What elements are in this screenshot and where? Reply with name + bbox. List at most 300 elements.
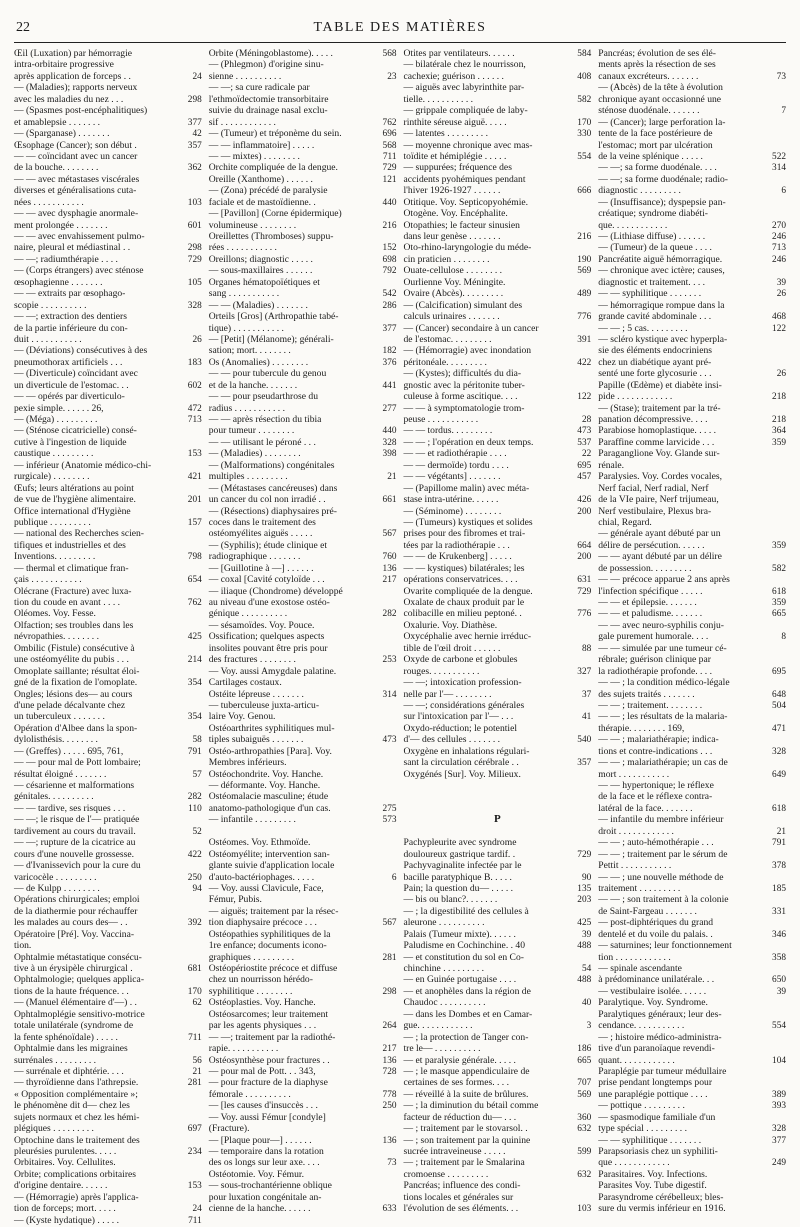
entry-page: 681 <box>187 964 202 974</box>
index-entry <box>14 689 202 700</box>
entry-page: 711 <box>382 151 397 162</box>
entry-page: 190 <box>577 254 592 265</box>
entry-text: — (Cancer); large perforation la- <box>598 116 726 128</box>
entry-page: 697 <box>187 1124 202 1135</box>
index-entry <box>404 506 592 517</box>
entry-text: — (Greffes) . . . . . 695, 761, <box>14 745 124 757</box>
entry-text: Papille (Œdème) et diabète insi- <box>598 379 722 391</box>
entry-text: — Voy. aussi Fémur [condyle] <box>208 1111 326 1123</box>
entry-text: et amablepsie . . . . . . . <box>14 116 101 128</box>
index-entry <box>209 185 397 196</box>
index-entry <box>404 929 592 940</box>
entry-text: — [Pavillon] (Corne épidermique) <box>208 208 342 220</box>
entry-text: Ostéopériostite précoce et diffuse <box>208 963 338 974</box>
entry-text: Chaudoc . . . . . . . . . . <box>403 997 486 1009</box>
entry-page: 633 <box>382 1204 397 1215</box>
index-entry <box>598 769 786 780</box>
index-entry <box>598 837 786 848</box>
entry-text: — bis ou blanc?. . . . . . . <box>403 894 498 906</box>
entry-text: Otogène. Voy. Encéphalite. <box>403 208 508 220</box>
index-entry <box>14 734 202 745</box>
entry-page: 28 <box>581 415 592 425</box>
index-entry <box>598 574 786 585</box>
index-entry <box>209 677 397 688</box>
entry-text: Ostéosarcomes; leur traitement <box>208 1008 329 1020</box>
index-entry <box>209 82 397 93</box>
entry-text: — (Tumeur) et tréponème du sein. <box>208 128 342 140</box>
entry-page: 275 <box>382 803 397 814</box>
index-entry <box>209 1146 397 1157</box>
entry-text: Oreillettes (Thromboses) suppu- <box>208 231 334 242</box>
index-entry <box>404 643 592 654</box>
index-entry <box>598 597 786 608</box>
index-column-2 <box>208 48 397 1215</box>
entry-page: 40 <box>581 998 592 1009</box>
entry-page: 328 <box>187 300 202 311</box>
entry-text: totale unilatérale (syndrome de <box>14 1020 134 1032</box>
entry-text: chinchine . . . . . . . . . <box>403 963 484 974</box>
entry-text: ments après la résection de ses <box>598 59 716 71</box>
index-entry <box>209 162 397 173</box>
entry-text: cromoense . . . . . . . . . <box>403 1168 489 1180</box>
entry-text: pour luxation congénitale an- <box>208 1191 322 1203</box>
entry-text: — (Kyste hydatique) . . . . . <box>14 1214 119 1226</box>
index-entry <box>14 345 202 356</box>
index-entry <box>14 586 202 597</box>
entry-text: opérations conservatrices. . . . <box>403 574 518 586</box>
index-entry <box>14 643 202 654</box>
entry-page: 354 <box>187 712 202 723</box>
page-number: 22 <box>16 20 30 35</box>
entry-text: Orbitaires. Voy. Cellulites. <box>14 1157 116 1169</box>
entry-text: — ; son traitement par la quinine <box>403 1134 531 1146</box>
index-entry <box>598 860 786 871</box>
entry-text: — (Hémorragie) avec inondation <box>403 345 532 357</box>
index-entry <box>209 117 397 128</box>
index-entry <box>14 666 202 677</box>
index-entry <box>14 117 202 128</box>
entry-text: — de Kulpp . . . . . . . . <box>14 882 100 894</box>
index-entry <box>598 174 786 185</box>
entry-text: laire Voy. Genou. <box>208 711 276 723</box>
index-entry <box>598 425 786 436</box>
entry-text: tre le— . . . . . . . . . . <box>403 1043 481 1055</box>
index-entry <box>404 1020 592 1031</box>
index-entry <box>404 151 592 162</box>
entry-text: Parasites Voy. Tube digestif. <box>598 1180 707 1192</box>
entry-text: — — ; l'opération en deux temps. <box>403 436 534 448</box>
entry-page: 152 <box>382 243 397 254</box>
entry-text: — —; le risque de l'— pratiquée <box>14 814 140 826</box>
entry-text: Paralysies. Voy. Cordes vocales, <box>598 471 722 483</box>
entry-text: — dans les Dombes et en Camar- <box>403 1008 533 1020</box>
index-entry <box>209 894 397 905</box>
entry-text: — —; rupture de la cicatrice au <box>14 837 136 849</box>
entry-page: 136 <box>382 563 397 574</box>
index-entry <box>209 551 397 562</box>
entry-page: 567 <box>382 529 397 540</box>
index-entry <box>598 643 786 654</box>
entry-page: 762 <box>187 598 202 608</box>
index-entry <box>209 517 397 528</box>
index-entry <box>209 334 397 345</box>
index-entry <box>14 780 202 791</box>
entry-text: résultat éloigné . . . . . . . <box>14 768 107 780</box>
index-entry <box>209 1203 397 1214</box>
entry-text: multiples . . . . . . . . . <box>208 471 288 483</box>
index-entry <box>404 197 592 208</box>
index-entry <box>14 220 202 231</box>
entry-text: Ostéite lépreuse . . . . . . . <box>208 688 304 700</box>
entry-page: 457 <box>577 472 592 483</box>
index-entry <box>14 140 202 151</box>
entry-text: — (Insuffisance); dyspepsie pan- <box>598 196 726 208</box>
entry-text: cours d'une nouvelle grossesse. <box>14 848 135 860</box>
header-rule <box>14 42 786 43</box>
entry-page: 346 <box>772 929 786 940</box>
index-entry <box>209 208 397 219</box>
index-entry <box>598 952 786 963</box>
index-entry <box>404 974 592 985</box>
index-entry <box>404 631 592 642</box>
index-entry <box>14 974 202 985</box>
index-entry <box>14 574 202 585</box>
entry-text: pide . . . . . . . . . . . . <box>598 391 673 403</box>
entry-text: Ostéotomie. Voy. Fémur. <box>208 1168 304 1180</box>
index-entry <box>598 1203 786 1214</box>
entry-text: Paraplégie par tumeur médullaire <box>598 1065 727 1077</box>
entry-text: — — avec dysphagie anormale- <box>14 208 139 220</box>
entry-page: 270 <box>772 220 786 231</box>
entry-text: — — avec neuro-syphilis conju- <box>598 619 725 631</box>
section-letter <box>404 814 592 825</box>
entry-page: 136 <box>382 1135 397 1146</box>
entry-page: 21 <box>387 472 397 483</box>
entry-page: 39 <box>776 986 786 997</box>
entry-page: 153 <box>187 449 202 460</box>
entry-text: Pancréatite aiguë hémorragique. <box>598 253 723 265</box>
entry-text: naire, pleural et médiastinal . . <box>14 242 131 254</box>
index-entry <box>404 220 592 231</box>
index-entry <box>209 940 397 951</box>
index-entry <box>209 345 397 356</box>
entry-page: 393 <box>772 1101 786 1112</box>
index-entry <box>404 826 592 837</box>
index-entry <box>209 586 397 597</box>
index-entry <box>14 265 202 276</box>
entry-page: 440 <box>382 197 397 208</box>
index-entry <box>14 711 202 722</box>
entry-text: — (Papillome malin) avec méta- <box>403 482 530 494</box>
entry-text: — aiguës avec labyrinthite par- <box>403 82 525 94</box>
entry-text: tiples subaiguës . . . . . . . <box>208 734 304 746</box>
entry-text: Ophtalmoplégie sensitivo-motrice <box>14 1008 145 1020</box>
entry-text: — — de Krukenberg] . . . . . <box>403 551 512 563</box>
entry-page: 103 <box>577 1204 592 1215</box>
index-entry <box>404 334 592 345</box>
index-entry <box>209 769 397 780</box>
entry-text: — ; la digestibilité des cellules à <box>403 905 529 917</box>
index-entry <box>209 288 397 299</box>
entry-text: rénale. <box>598 459 625 471</box>
index-entry <box>404 677 592 688</box>
index-entry <box>209 220 397 231</box>
index-entry <box>404 1192 592 1203</box>
entry-text: Organes hématopoïétiques et <box>208 276 320 288</box>
entry-page: 473 <box>577 426 592 437</box>
entry-text: d'— des cellules . . . . . . . <box>403 734 501 746</box>
index-entry <box>598 71 786 82</box>
index-entry <box>598 128 786 139</box>
index-entry <box>14 151 202 162</box>
entry-page: 217 <box>382 1044 397 1055</box>
index-entry <box>14 1112 202 1123</box>
index-entry <box>404 494 592 505</box>
entry-text: — Voy. aussi Amygdale palatine. <box>208 665 337 677</box>
index-entry <box>404 769 592 780</box>
index-entry <box>404 860 592 871</box>
entry-text: Ostéo-arthropathies [Para]. Voy. <box>208 745 332 757</box>
entry-text: — — ; une nouvelle méthode de <box>598 871 724 883</box>
entry-text: chez un nourrisson hérédo- <box>208 974 313 986</box>
entry-page: 489 <box>577 289 592 300</box>
entry-text: gné de la fixation de l'omoplate. <box>14 677 138 689</box>
entry-page: 185 <box>772 883 786 894</box>
index-entry <box>404 471 592 482</box>
entry-page: 778 <box>382 1089 397 1100</box>
entry-page: 488 <box>577 941 592 952</box>
entry-page: 105 <box>187 277 202 288</box>
entry-page: 170 <box>187 986 202 997</box>
entry-page: 425 <box>187 632 202 643</box>
entry-text: — infantile du membre inférieur <box>598 814 724 826</box>
index-entry <box>598 1112 786 1123</box>
entry-text: — — avec envahissement pulmo- <box>14 231 145 242</box>
entry-page: 58 <box>192 735 202 746</box>
entry-text: — — après résection du tibia <box>208 414 322 425</box>
index-entry <box>404 986 592 997</box>
entry-text: cachexie; guérison . . . . . . <box>403 70 504 82</box>
index-entry <box>14 1215 202 1226</box>
index-entry <box>598 734 786 745</box>
entry-text: Orbite; complications orbitaires <box>14 1168 137 1180</box>
entry-page: 314 <box>772 163 786 174</box>
entry-text: Ophtalmologie; quelques applica- <box>14 974 145 986</box>
entry-page: 567 <box>382 918 397 929</box>
index-entry <box>14 997 202 1008</box>
index-entry <box>598 368 786 379</box>
page-header <box>14 20 786 40</box>
index-entry <box>598 929 786 940</box>
entry-text: — déformante. Voy. Hanche. <box>208 780 321 791</box>
entry-text: — — ; malariathérapie; indica- <box>598 734 719 746</box>
entry-text: Oxyde de carbone et globules <box>403 654 518 666</box>
index-entry <box>209 540 397 551</box>
entry-page: 214 <box>187 655 202 666</box>
entry-text: cendance. . . . . . . . . . . <box>598 1020 685 1032</box>
index-entry <box>14 872 202 883</box>
entry-text: cutive à l'ingestion de liquide <box>14 436 127 448</box>
index-entry <box>404 551 592 562</box>
index-entry <box>598 94 786 105</box>
index-entry <box>404 757 592 768</box>
entry-text: — hémorragique rompue dans la <box>598 299 725 311</box>
index-entry <box>598 689 786 700</box>
entry-page: 264 <box>382 1021 397 1032</box>
index-entry <box>209 105 397 116</box>
index-entry <box>598 528 786 539</box>
entry-text: — ; le masque appendiculaire de <box>403 1065 530 1077</box>
index-entry <box>404 723 592 734</box>
entry-text: sucrée intraveineuse . . . . . <box>403 1146 506 1157</box>
entry-page: 37 <box>581 689 592 700</box>
index-entry <box>598 483 786 494</box>
index-entry <box>14 917 202 928</box>
entry-text: — (Séminome) . . . . . . . . <box>403 505 502 517</box>
entry-text: Paralytique. Voy. Syndrome. <box>598 997 708 1009</box>
index-entry <box>14 1043 202 1054</box>
entry-text: Opératoire [Pré]. Voy. Vaccina- <box>14 928 135 940</box>
entry-text: bacille paratyphique B. . . . . <box>403 871 512 883</box>
entry-page: 542 <box>382 289 397 300</box>
entry-text: gnostic avec la péritonite tuber- <box>403 379 525 391</box>
entry-text: Ophtalmie dans les migraines <box>14 1043 128 1055</box>
entry-text: — — précoce apparue 2 ans après <box>598 574 730 586</box>
entry-page: 282 <box>187 792 202 803</box>
entry-text: diverses et généralisations cuta- <box>14 185 137 197</box>
entry-text: — — ayant débuté par un délire <box>598 551 722 563</box>
entry-text: des fractures . . . . . . . . <box>208 654 296 666</box>
index-entry <box>209 391 397 402</box>
entry-page: 136 <box>382 1055 397 1066</box>
index-entry <box>404 1100 592 1111</box>
entry-page: 3 <box>586 1021 592 1032</box>
index-entry <box>14 1146 202 1157</box>
index-entry <box>598 323 786 334</box>
entry-text: nées . . . . . . . . . . . <box>14 196 84 208</box>
entry-text: tions de la haute fréquence. . . <box>14 985 129 997</box>
entry-text: — — ; traitement par le sérum de <box>598 848 728 860</box>
entry-text: — [Petit] (Mélanome); générali- <box>208 333 334 345</box>
index-entry <box>14 1077 202 1088</box>
index-entry <box>404 849 592 860</box>
entry-page: 664 <box>577 540 592 551</box>
entry-text: pneumothorax artificiels . . . <box>14 356 123 368</box>
entry-text: tible de l'œil droit . . . . . . <box>403 642 501 654</box>
entry-text: génitales. . . . . . . . . . <box>14 791 94 803</box>
entry-text: Paraganglione Voy. Glande sur- <box>598 448 720 460</box>
index-entry <box>14 986 202 997</box>
entry-text: accidents pyohémiques pendant <box>403 173 526 185</box>
entry-page: 665 <box>772 609 786 620</box>
entry-text: tive à un érysipèle chirurgical . <box>14 963 133 974</box>
entry-text: droit . . . . . . . . . . . . <box>598 825 674 837</box>
index-entry <box>598 494 786 505</box>
entry-page: 121 <box>382 174 397 185</box>
entry-page: 246 <box>772 232 786 242</box>
entry-text: — — utilisant le péroné . . . <box>208 436 316 448</box>
index-entry <box>404 448 592 459</box>
entry-text: radiographique . . . . . . . <box>208 551 301 563</box>
entry-text: Oxalurie. Voy. Diathèse. <box>403 619 498 631</box>
entry-text: un cancer du col non irradié . . <box>208 494 326 506</box>
entry-text: — (Résections) diaphysaires pré- <box>208 505 337 517</box>
index-entry <box>598 517 786 528</box>
entry-page: 540 <box>577 735 592 746</box>
index-entry <box>404 174 592 185</box>
entry-text: senté une forte glycosurie . . . <box>598 368 712 380</box>
entry-page: 90 <box>581 872 592 883</box>
entry-text: d'origine dentaire. . . . . . <box>14 1180 108 1192</box>
entry-page: 183 <box>187 357 202 368</box>
entry-text: Ostéochondrite. Voy. Hanche. <box>208 768 324 780</box>
index-entry <box>14 185 202 196</box>
index-entry <box>209 1169 397 1180</box>
index-entry <box>404 140 592 151</box>
entry-page: 200 <box>577 552 592 563</box>
index-entry <box>14 437 202 448</box>
index-entry <box>598 746 786 757</box>
entry-text: de possession. . . . . . . . . <box>598 562 692 574</box>
index-entry <box>598 231 786 242</box>
index-entry <box>14 174 202 185</box>
entry-page: 42 <box>192 129 202 140</box>
entry-text: — [Plaque pour—] . . . . . . <box>208 1134 312 1146</box>
entry-text: grande cavité abdominale . . . <box>598 311 712 323</box>
index-entry <box>598 894 786 905</box>
entry-text: Oxygénés [Sur]. Voy. Milieux. <box>403 768 521 780</box>
entry-text: « Opposition complémentaire »; <box>14 1088 138 1100</box>
index-entry <box>404 1146 592 1157</box>
entry-text: Ostéoarthrites syphilitiques mul- <box>208 722 335 734</box>
index-entry <box>598 1123 786 1134</box>
index-entry <box>404 403 592 414</box>
index-entry <box>209 460 397 471</box>
index-entry <box>14 940 202 951</box>
index-entry <box>14 677 202 688</box>
entry-text: Oto-rhino-laryngologie du méde- <box>403 242 532 254</box>
entry-text: de la partie inférieure du con- <box>14 322 128 334</box>
entry-page: 698 <box>382 254 397 265</box>
entry-text: tées par la radiothérapie . . . <box>403 539 510 551</box>
entry-page: 426 <box>577 495 592 506</box>
entry-text: — thermal et climatique fran- <box>14 562 129 574</box>
index-column-3 <box>403 48 592 1215</box>
index-entry <box>404 162 592 173</box>
index-entry <box>598 1077 786 1088</box>
entry-page: 357 <box>187 140 202 151</box>
entry-page: 695 <box>772 666 786 677</box>
entry-page: 62 <box>192 998 202 1009</box>
entry-text: scopie . . . . . . . . . . <box>14 299 87 311</box>
entry-text: — thyroïdienne dans l'athrepsie. <box>14 1077 139 1089</box>
index-entry <box>14 1169 202 1180</box>
entry-page: 354 <box>187 678 202 689</box>
index-entry <box>598 254 786 265</box>
entry-text: de la VIe paire, Nerf trijumeau, <box>598 494 719 506</box>
entry-page: 246 <box>772 254 786 265</box>
index-entry <box>404 128 592 139</box>
entry-text: faciale et de mastoïdienne. . <box>208 196 316 208</box>
index-entry <box>404 517 592 528</box>
entry-text: — — ; les résultats de la malaria- <box>598 711 728 723</box>
index-entry <box>14 1203 202 1214</box>
index-entry <box>598 940 786 951</box>
index-entry <box>209 643 397 654</box>
index-entry <box>14 82 202 93</box>
entry-page: 791 <box>772 838 786 849</box>
entry-text: culeuse à forme ascitique. . . . <box>403 391 518 403</box>
